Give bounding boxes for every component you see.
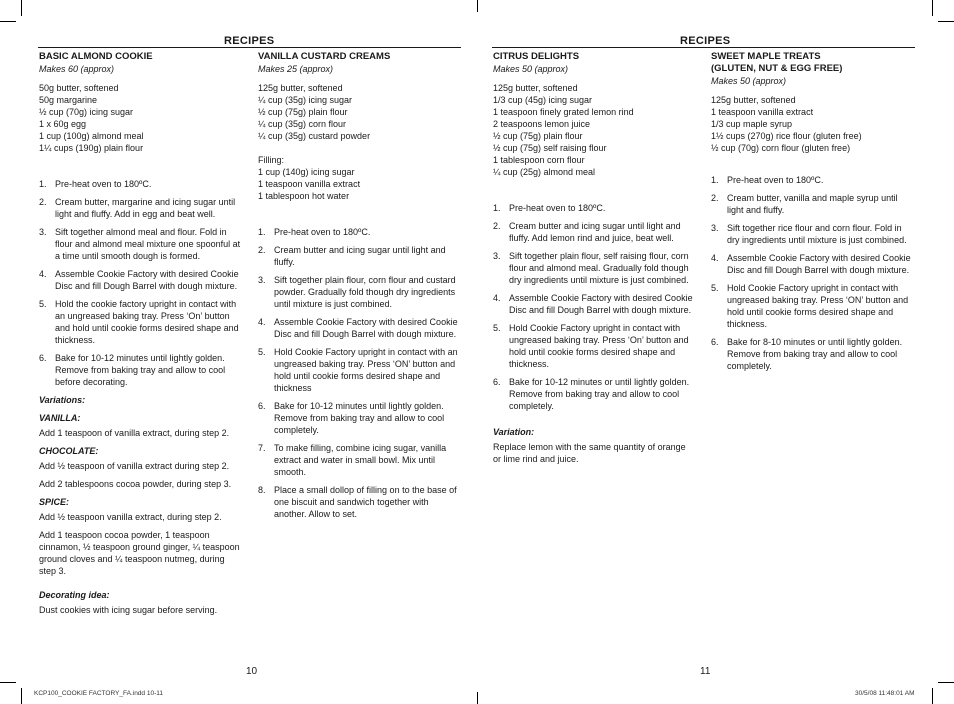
ingredient: 125g butter, softened — [258, 83, 343, 93]
ingredient: 1 teaspoon finely grated lemon rind — [493, 107, 634, 117]
recipe-sweet-maple-treats — [711, 51, 916, 378]
variation-text: Add ½ teaspoon vanilla extract, during step 2. — [39, 512, 222, 522]
method-step: 5. Hold Cookie Factory upright in contact with an ungreased baking tray. Press ‘ON’ button and hold until cookie forms desired shape and thickness — [258, 347, 458, 393]
method-step: 4. Assemble Cookie Factory with desired Cookie Disc and fill Dough Barrel with dough mixture. — [39, 269, 239, 291]
ingredient: 1 tablespoon hot water — [258, 191, 350, 201]
recipe-yield: Makes 60 (approx) — [39, 64, 115, 74]
ingredient: ¼ cup (35g) custard powder — [258, 131, 371, 141]
method-step: 7. To make filling, combine icing sugar, vanilla extract and water in small bowl. Mix until smooth. — [258, 443, 447, 477]
recipe-title: SWEET MAPLE TREATS (GLUTEN, NUT & EGG FREE) — [711, 51, 843, 74]
ingredient: 1 cup (100g) almond meal — [39, 131, 144, 141]
method-step: 1. Pre-heat oven to 180ºC. — [258, 227, 371, 237]
variation-heading: VANILLA: — [39, 413, 81, 423]
method-step: 3. Sift together almond meal and flour. Fold in flour and almond meal mixture one spoonful at a time until smooth dough is formed. — [39, 227, 241, 261]
recipe-yield: Makes 50 (approx) — [493, 64, 569, 74]
variation-heading: Variation: — [493, 427, 535, 437]
ingredient: 50g margarine — [39, 95, 98, 105]
variation-heading: CHOCOLATE: — [39, 446, 99, 456]
method-steps — [39, 178, 244, 388]
recipe-yield: Makes 25 (approx) — [258, 64, 334, 74]
recipe-title: BASIC ALMOND COOKIE — [39, 51, 153, 62]
ingredient: ½ cup (70g) corn flour (gluten free) — [711, 143, 851, 153]
ingredient: 1¼ cups (190g) plain flour — [39, 143, 144, 153]
method-step: 5. Hold Cookie Factory upright in contact with ungreased baking tray. Press ‘On’ button and hold until cookie forms desired shape and thickness. — [493, 323, 689, 369]
method-step: 1. Pre-heat oven to 180ºC. — [711, 175, 824, 185]
method-step: 2. Cream butter, margarine and icing sugar until light and fluffy. Add in egg and beat well. — [39, 197, 236, 219]
ingredient: 125g butter, softened — [493, 83, 578, 93]
method-step: 3. Sift together plain flour, self raising flour, corn flour and almond meal. Gradually fold though dry ingredients until mixture is just combined. — [493, 251, 689, 285]
recipe-citrus-delights — [493, 51, 696, 471]
ingredient: ½ cup (75g) self raising flour — [493, 143, 607, 153]
ingredient: 1 cup (140g) icing sugar — [258, 167, 355, 177]
method-steps — [258, 226, 461, 520]
method-step: 2. Cream butter, vanilla and maple syrup until light and fluffy. — [711, 193, 898, 215]
ingredient: ¼ cup (35g) icing sugar — [258, 95, 353, 105]
page-header: RECIPES — [224, 35, 275, 47]
filling-label: Filling: — [258, 155, 285, 165]
method-step: 1. Pre-heat oven to 180ºC. — [493, 203, 606, 213]
variation-heading: SPICE: — [39, 497, 70, 507]
recipe-vanilla-custard-creams — [258, 51, 461, 526]
method-step: 2. Cream butter and icing sugar until light and fluffy. — [258, 245, 446, 267]
method-step: 5. Hold the cookie factory upright in contact with an ungreased baking tray. Press ‘On’ button and hold until cookie forms desired shape and thickness. — [39, 299, 239, 345]
page-number: 11 — [700, 666, 711, 677]
method-step: 1. Pre-heat oven to 180ºC. — [39, 179, 152, 189]
ingredient: ¼ cup (25g) almond meal — [493, 167, 596, 177]
method-steps — [493, 202, 696, 412]
filling-list — [258, 166, 461, 202]
decorating-text: Dust cookies with icing sugar before serving. — [39, 605, 218, 615]
variation-text: Replace lemon with the same quantity of orange or lime rind and juice. — [493, 442, 686, 464]
header-rule — [38, 47, 461, 48]
page-header: RECIPES — [680, 35, 731, 47]
method-step: 8. Place a small dollop of filling on to the base of one biscuit and sandwich together with another. Allow to set. — [258, 485, 457, 519]
method-step: 3. Sift together rice flour and corn flour. Fold in dry ingredients until mixture is just combined. — [711, 223, 907, 245]
ingredient-list — [711, 94, 916, 154]
ingredient: ½ cup (70g) icing sugar — [39, 107, 134, 117]
ingredient: ½ cup (75g) plain flour — [258, 107, 348, 117]
print-slug-file: KCP100_COOKIE FACTORY_FA.indd 10-11 — [34, 690, 163, 697]
ingredient: 1/3 cup (45g) icing sugar — [493, 95, 593, 105]
right-page — [477, 0, 954, 704]
recipe-title: CITRUS DELIGHTS — [493, 51, 580, 62]
method-steps — [711, 174, 916, 372]
header-rule — [492, 47, 915, 48]
recipe-title: VANILLA CUSTARD CREAMS — [258, 51, 391, 62]
variation-text: Add 1 teaspoon of vanilla extract, during step 2. — [39, 428, 230, 438]
variation-text: Add 1 teaspoon cocoa powder, 1 teaspoon cinnamon, ½ teaspoon ground ginger, ¼ teaspoon ground cloves and ¼ teaspoon nutmeg, during step 3. — [39, 530, 240, 576]
variation-text: Add 2 tablespoons cocoa powder, during step 3. — [39, 479, 232, 489]
ingredient: ¼ cup (35g) corn flour — [258, 119, 347, 129]
method-step: 4. Assemble Cookie Factory with desired Cookie Disc and fill Dough Barrel with dough mixture. — [493, 293, 693, 315]
method-step: 6. Bake for 10-12 minutes or until lightly golden. Remove from baking tray and allow to cool completely. — [493, 377, 690, 411]
ingredient: 2 teaspoons lemon juice — [493, 119, 591, 129]
ingredient-list — [258, 82, 461, 142]
recipe-basic-almond-cookie — [39, 51, 244, 622]
method-step: 4. Assemble Cookie Factory with desired Cookie Disc and fill Dough Barrel with dough mixture. — [258, 317, 458, 339]
ingredient: 50g butter, softened — [39, 83, 119, 93]
method-step: 6. Bake for 10-12 minutes until lightly golden. Remove from baking tray and allow to cool completely. — [258, 401, 445, 435]
ingredient: 1 teaspoon vanilla extract — [258, 179, 361, 189]
print-slug-timestamp: 30/5/08 11:48:01 AM — [855, 690, 915, 697]
method-step: 4. Assemble Cookie Factory with desired Cookie Disc and fill Dough Barrel with dough mixture. — [711, 253, 911, 275]
ingredient: 1 tablespoon corn flour — [493, 155, 585, 165]
ingredient: 125g butter, softened — [711, 95, 796, 105]
ingredient-list — [39, 82, 244, 154]
method-step: 6. Bake for 10-12 minutes until lightly golden. Remove from baking tray and allow to cool before decorating. — [39, 353, 226, 387]
variation-text: Add ½ teaspoon of vanilla extract during step 2. — [39, 461, 230, 471]
method-step: 3. Sift together plain flour, corn flour and custard powder. Gradually fold though dry ingredients until mixture is just combined. — [258, 275, 456, 309]
ingredient: ½ cup (75g) plain flour — [493, 131, 583, 141]
method-step: 5. Hold Cookie Factory upright in contact with ungreased baking tray. Press ‘ON’ button and hold until cookie forms desired shape and thickness. — [711, 283, 909, 329]
ingredient: 1/3 cup maple syrup — [711, 119, 793, 129]
ingredient-list — [493, 82, 696, 178]
page-number: 10 — [246, 666, 258, 677]
variations-heading: Variations: — [39, 395, 86, 405]
ingredient: 1 x 60g egg — [39, 119, 87, 129]
method-step: 2. Cream butter and icing sugar until light and fluffy. Add lemon rind and juice, beat well. — [493, 221, 681, 243]
ingredient: 1 teaspoon vanilla extract — [711, 107, 814, 117]
ingredient: 1½ cups (270g) rice flour (gluten free) — [711, 131, 862, 141]
recipe-yield: Makes 50 (approx) — [711, 76, 787, 86]
method-step: 6. Bake for 8-10 minutes or until lightly golden. Remove from baking tray and allow to cool completely. — [711, 337, 903, 371]
decorating-heading: Decorating idea: — [39, 590, 110, 600]
